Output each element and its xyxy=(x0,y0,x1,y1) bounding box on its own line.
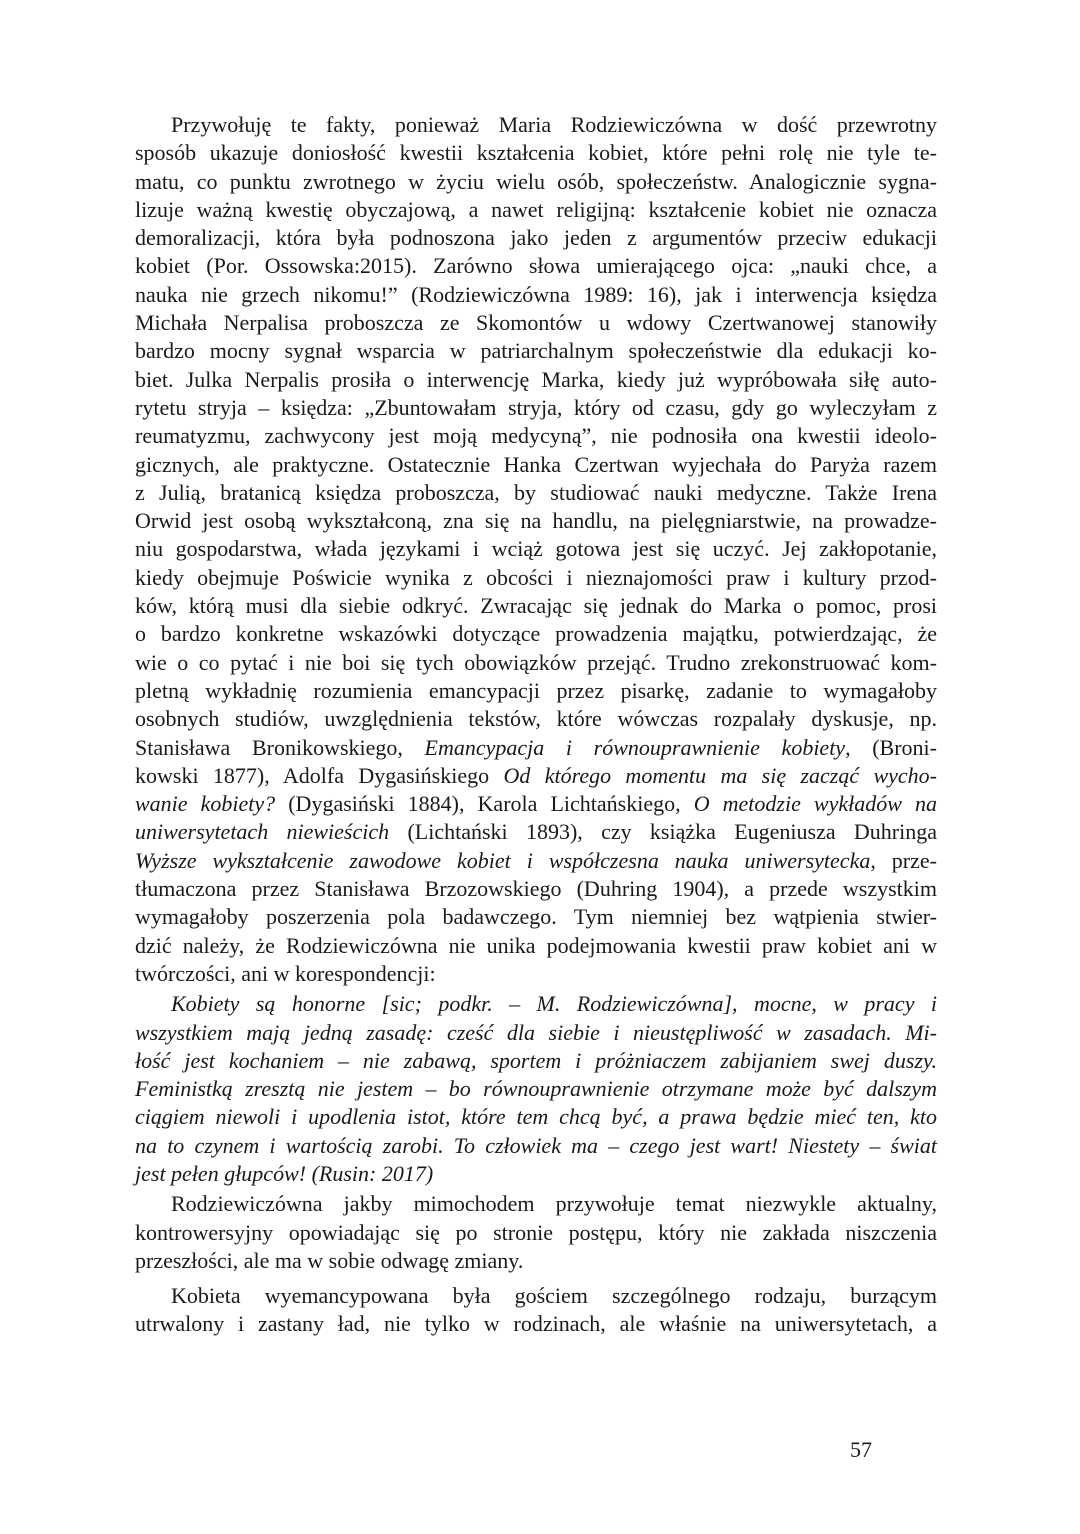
text-run: Kobieta wyemancypowana była gościem szczególnego rodzaju, burzącym xyxy=(171,1283,937,1309)
text-line xyxy=(135,932,937,960)
italic-text-run: wszystkiem mają jedną zasadę: cześć dla siebie i nieustępliwość w zasadach. Mi- xyxy=(135,1019,937,1045)
text-run: dzić należy, że Rodziewiczówna nie unika podejmowania kwestii praw kobiet ani w xyxy=(135,932,937,958)
text-run: matu, co punktu zwrotnego w życiu wielu osób, społeczeństw. Analogicznie sygna- xyxy=(135,168,937,194)
italic-text-run: Od którego momentu ma się zacząć wycho- xyxy=(503,762,938,788)
text-line xyxy=(135,507,937,535)
text-line xyxy=(135,592,937,620)
text-run: tłumaczona przez Stanisława Brzozowskiego (Duhring 1904), a przede wszystkim xyxy=(135,876,937,902)
text-line xyxy=(135,677,937,705)
text-line xyxy=(135,252,937,280)
text-run: rytetu stryja – księdza: „Zbuntowałam stryja, który od czasu, gdy go wyleczyłam z xyxy=(135,394,937,420)
text-line xyxy=(135,1282,937,1310)
text-line xyxy=(135,394,937,422)
text-run: gicznych, ale praktyczne. Ostatecznie Hanka Czertwan wyjechała do Paryża razem xyxy=(135,451,937,477)
italic-text-run: ciągiem niewoli i upodlenia istot, które tem chcą być, a prawa będzie mieć ten, kto xyxy=(135,1104,937,1130)
text-line xyxy=(135,1132,937,1160)
text-run: reumatyzmu, zachwycony jest moją medycyną”, nie podnosiła ona kwestii ideolo- xyxy=(135,423,937,449)
text-run: Michała Nerpalisa proboszcza ze Skomontów u wdowy Czertwanowej stanowiły xyxy=(135,310,937,336)
text-run: Orwid jest osobą wykształconą, zna się na handlu, na pielęgniarstwie, na prowadze- xyxy=(135,508,937,534)
text-run: ków, którą musi dla siebie odkryć. Zwracając się jednak do Marka o pomoc, prosi xyxy=(135,593,937,619)
text-line xyxy=(135,649,937,677)
text-line xyxy=(135,451,937,479)
text-run: z Julią, bratanicą księdza proboszcza, by studiować nauki medyczne. Także Irena xyxy=(135,479,937,505)
text-line xyxy=(135,111,937,139)
text-line xyxy=(135,990,937,1018)
text-line xyxy=(135,422,937,450)
text-line xyxy=(135,564,937,592)
italic-text-run: łość jest kochaniem – nie zabawą, sportem i próżniaczem zabijaniem swej duszy. xyxy=(135,1047,937,1073)
text-line xyxy=(135,620,937,648)
italic-text-run: na to czynem i wartością zarobi. To człowiek ma – czego jest wart! Niestety – świat xyxy=(135,1132,937,1158)
text-run: przeszłości, ale ma w sobie odwagę zmiany. xyxy=(135,1247,524,1273)
text-run: kontrowersyjny opowiadając się po stronie postępu, który nie zakłada niszczenia xyxy=(135,1219,937,1245)
text-run: bardzo mocny sygnał wsparcia w patriarchalnym społeczeństwie dla edukacji ko- xyxy=(135,338,937,364)
text-run: pletną wykładnię rozumienia emancypacji przez pisarkę, zadanie to wymagałoby xyxy=(135,677,937,703)
italic-text-run: Kobiety są honorne [sic; podkr. – M. Rodziewiczówna], mocne, w pracy i xyxy=(171,991,937,1017)
text-run: (Lichtański 1893), czy książka Eugeniusza Duhringa xyxy=(389,819,938,845)
text-line xyxy=(135,762,937,790)
body-text xyxy=(135,111,937,1339)
italic-text-run: O metodzie wykładów na xyxy=(693,791,937,817)
text-line xyxy=(135,960,937,988)
text-line xyxy=(135,875,937,903)
text-line xyxy=(135,1103,937,1131)
text-line xyxy=(135,309,937,337)
text-line xyxy=(135,337,937,365)
italic-text-run: jest pełen głupców! (Rusin: 2017) xyxy=(135,1160,434,1186)
text-line xyxy=(135,705,937,733)
text-line xyxy=(135,1190,937,1218)
text-line xyxy=(135,847,937,875)
text-line xyxy=(135,1310,937,1338)
text-run: lizuje ważną kwestię obyczajową, a nawet religijną: kształcenie kobiet nie oznacza xyxy=(135,196,937,222)
text-line xyxy=(135,535,937,563)
text-line xyxy=(135,790,937,818)
text-run: , prze- xyxy=(870,847,937,873)
italic-text-run: Feministką zresztą nie jestem – bo równouprawnienie otrzymane może być dalszym xyxy=(135,1076,937,1102)
text-run: (Dygasiński 1884), Karola Lichtańskiego, xyxy=(275,791,694,817)
text-run: demoralizacji, która była podnoszona jako jeden z argumentów przeciw edukacji xyxy=(135,225,937,251)
text-line xyxy=(135,1047,937,1075)
text-run: osobnych studiów, uwzględnienia tekstów, które wówczas rozpalały dyskusje, np. xyxy=(135,706,937,732)
text-run: biet. Julka Nerpalis prosiła o interwencję Marka, kiedy już wypróbowała siłę auto- xyxy=(135,366,937,392)
text-line xyxy=(135,1247,937,1275)
text-line xyxy=(135,1219,937,1247)
text-line xyxy=(135,366,937,394)
text-line xyxy=(135,1019,937,1047)
text-run: Rodziewiczówna jakby mimochodem przywołuje temat niezwykle aktualny, xyxy=(171,1191,937,1217)
text-run: wymagałoby poszerzenia pola badawczego. Tym niemniej bez wątpienia stwier- xyxy=(135,904,937,930)
text-line xyxy=(135,818,937,846)
italic-text-run: wanie kobiety? xyxy=(135,791,276,817)
text-line xyxy=(135,1160,937,1188)
text-line xyxy=(135,479,937,507)
text-run: utrwalony i zastany ład, nie tylko w rodzinach, ale właśnie na uniwersytetach, a xyxy=(135,1311,937,1337)
italic-text-run: Emancypacja i równouprawnienie kobiety xyxy=(424,734,846,760)
text-run: Przywołuję te fakty, ponieważ Maria Rodziewiczówna w dość przewrotny xyxy=(171,112,937,137)
text-run: Stanisława Bronikowskiego, xyxy=(135,734,425,760)
text-run: kobiet (Por. Ossowska:2015). Zarówno słowa umierającego ojca: „nauki chce, a xyxy=(135,253,937,279)
text-line xyxy=(135,281,937,309)
text-line xyxy=(135,139,937,167)
text-line xyxy=(135,224,937,252)
text-run: kiedy obejmuje Poświcie wynika z obcości i nieznajomości praw i kultury przod- xyxy=(135,564,937,590)
text-run: twórczości, ani w korespondencji: xyxy=(135,960,436,986)
text-run: o bardzo konkretne wskazówki dotyczące prowadzenia majątku, potwierdzając, że xyxy=(135,621,937,647)
text-run: wie o co pytać i nie boi się tych obowiązków przejąć. Trudno zrekonstruować kom- xyxy=(135,649,937,675)
text-line xyxy=(135,1075,937,1103)
page-number: 57 xyxy=(850,1437,872,1462)
italic-text-run: Wyższe wykształcenie zawodowe kobiet i współczesna nauka uniwersytecka xyxy=(135,847,871,873)
text-line xyxy=(135,168,937,196)
text-line xyxy=(135,196,937,224)
text-run: niu gospodarstwa, włada językami i wciąż gotowa jest się uczyć. Jej zakłopotanie, xyxy=(135,536,937,562)
text-run: kowski 1877), Adolfa Dygasińskiego xyxy=(135,762,504,788)
text-line xyxy=(135,734,937,762)
text-line xyxy=(135,903,937,931)
text-run: nauka nie grzech nikomu!” (Rodziewiczówna 1989: 16), jak i interwencja księdza xyxy=(135,281,937,307)
italic-text-run: uniwersytetach niewieścich xyxy=(135,819,390,845)
text-run: , (Broni- xyxy=(845,734,937,760)
text-run: sposób ukazuje doniosłość kwestii kształcenia kobiet, które pełni rolę nie tyle te- xyxy=(135,140,937,166)
